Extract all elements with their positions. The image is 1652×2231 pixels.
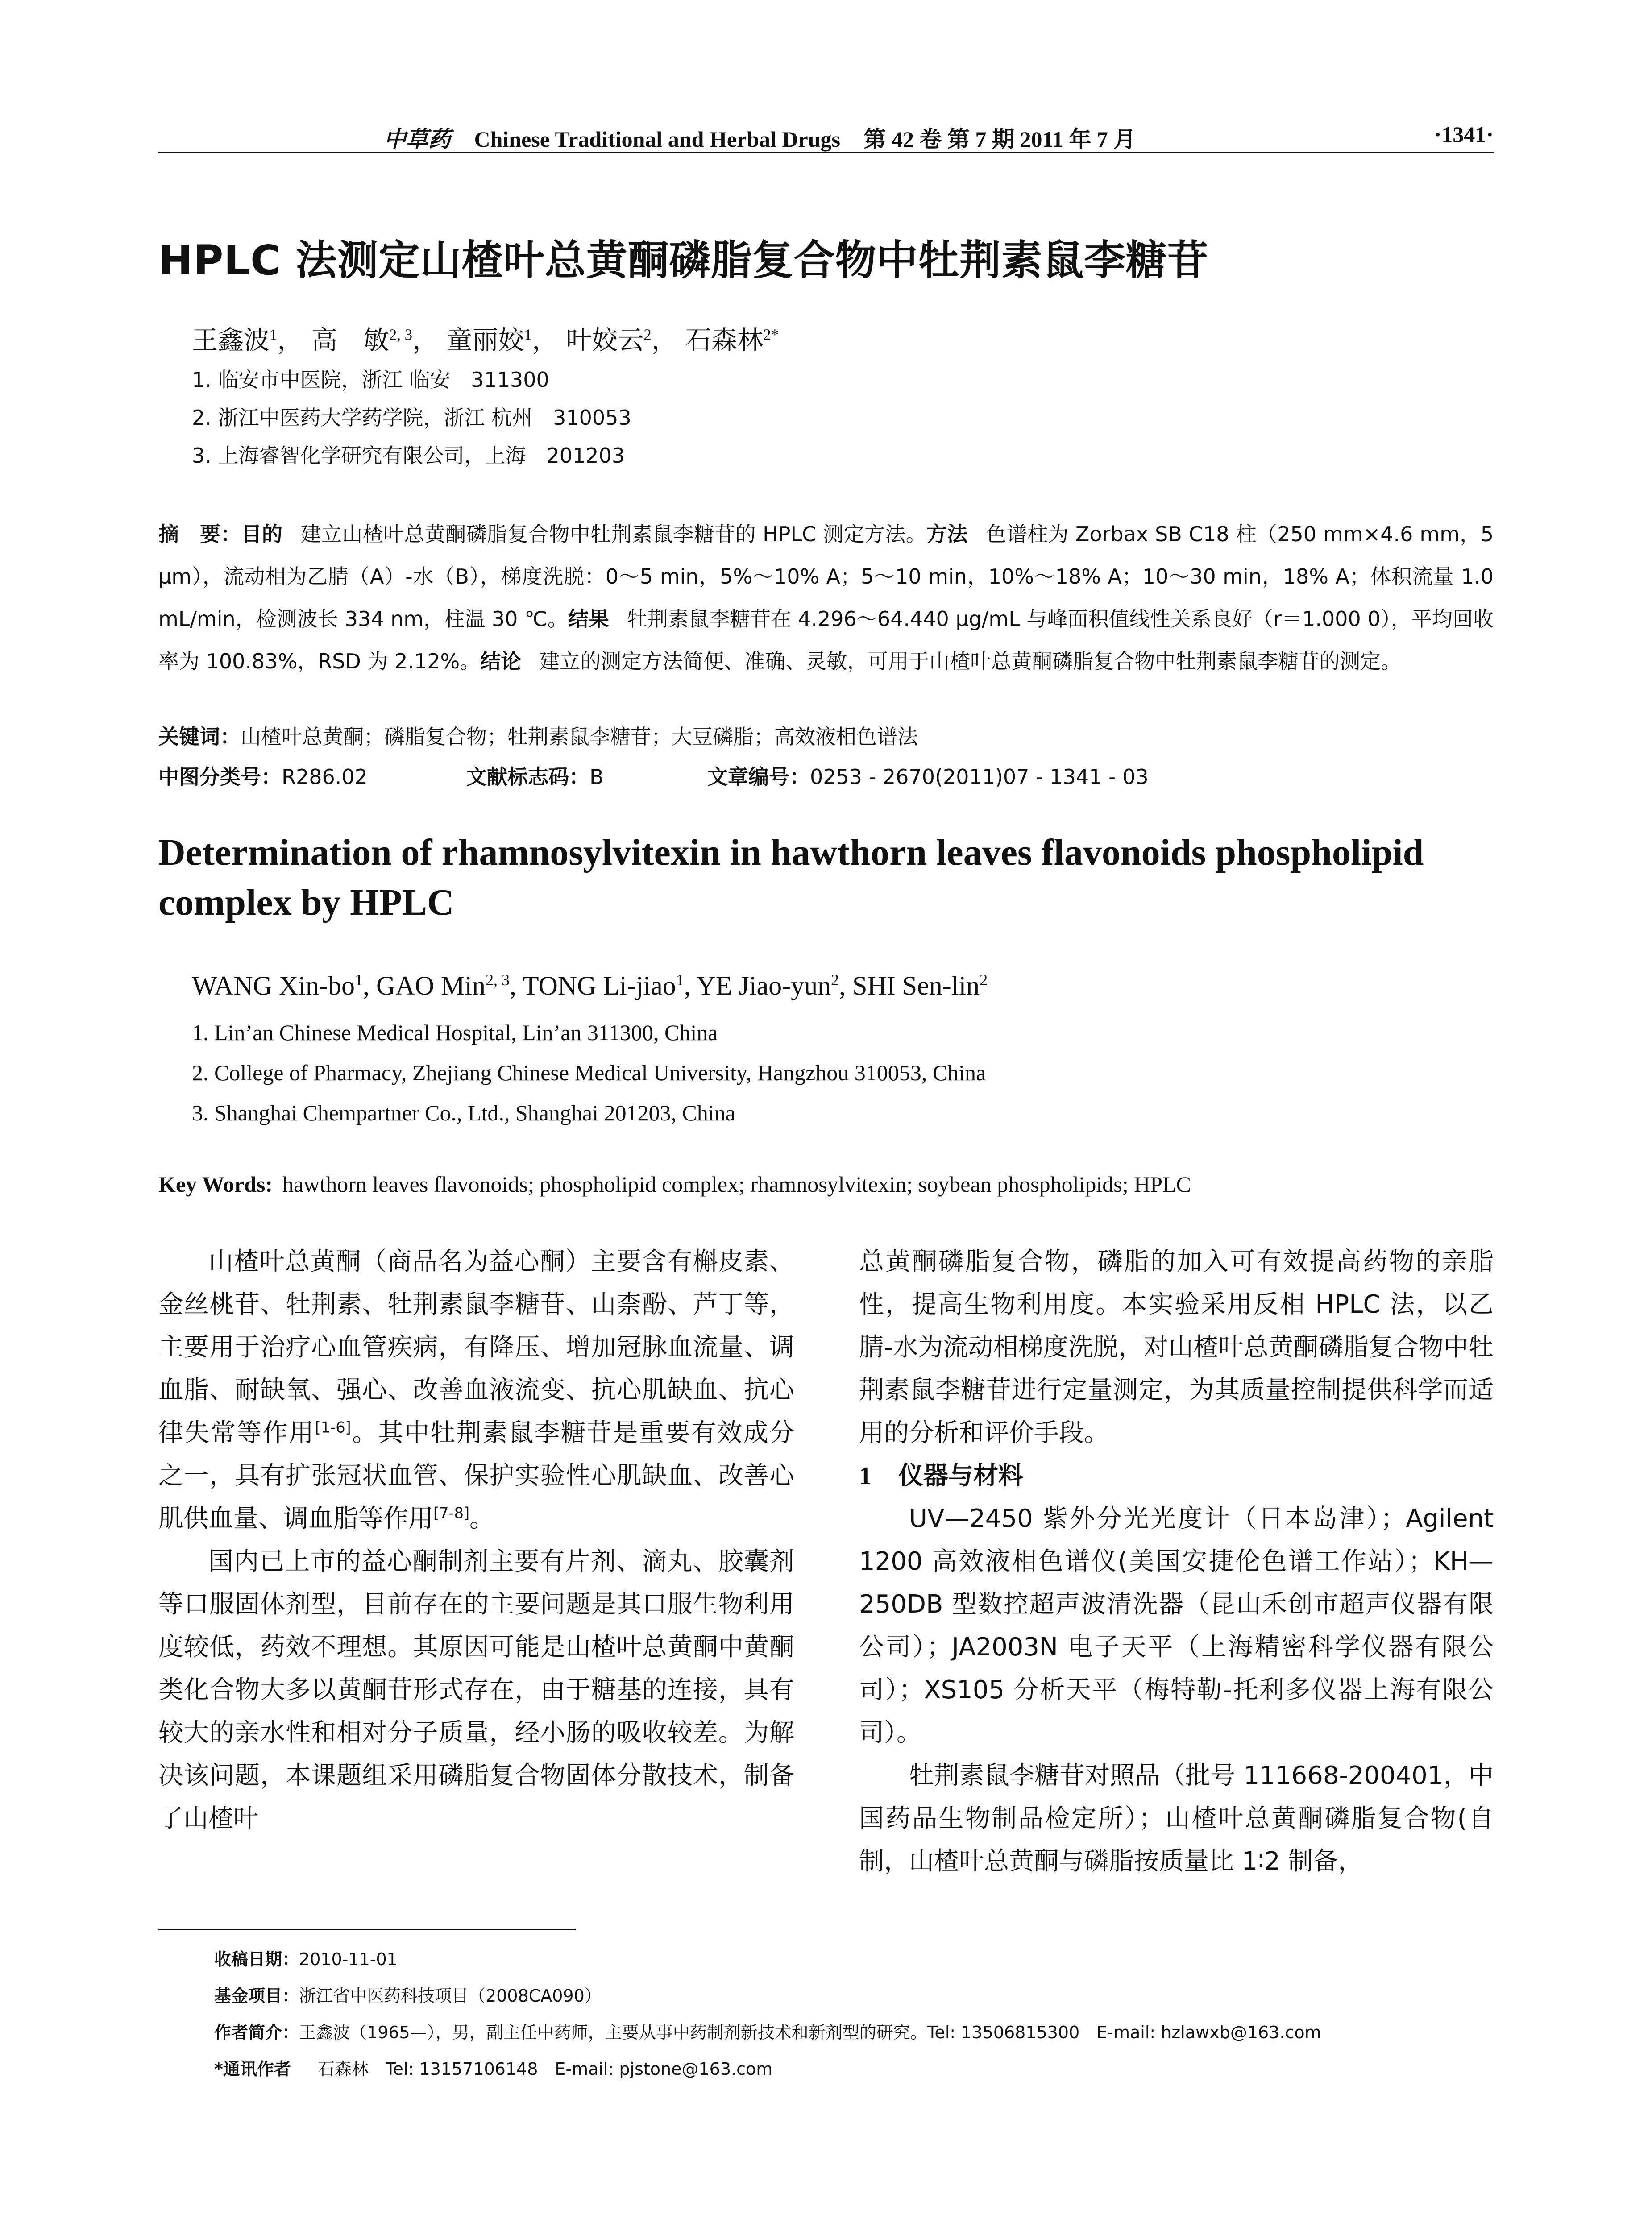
author-bio: 作者简介：王鑫波（1965—），男，副主任中药师，主要从事中药制剂新技术和新剂型的研究。Tel: 13506815300 E-mail: hzlawxb@163.com — [214, 2023, 1321, 2042]
body-paragraph: UV—2450 紫外分光光度计（日本岛津）；Agilent 1200 高效液相色谱仪(美国安捷伦色谱工作站）；KH—250DB 型数控超声波清洗器（昆山禾创市超声仪器有限公司）；JA2003N 电子天平（上海精密科学仪器有限公司）；XS105 分析天平（梅特勒-托利多仪器上海有限公司）。 — [859, 1504, 1494, 1747]
clc-number — [158, 761, 466, 790]
author-cn: 叶姣云 — [566, 325, 644, 355]
affiliation-en: 1. Lin’an Chinese Medical Hospital, Lin’an 311300, China — [192, 1020, 718, 1045]
article-label: 文章编号： — [707, 765, 810, 789]
body-left-column — [158, 1240, 794, 1840]
journal-info — [384, 121, 1136, 153]
article-number — [707, 761, 1149, 790]
author-sup: 2, 3 — [485, 971, 510, 989]
article-value: 0253 - 2670(2011)07 - 1341 - 03 — [810, 765, 1149, 789]
method-label: 方法 — [926, 522, 968, 546]
author-sup: 2 — [643, 326, 652, 344]
keywords-label: 关键词： — [158, 725, 241, 749]
author-en: GAO Min — [376, 971, 486, 1000]
affiliation-en: 2. College of Pharmacy, Zhejiang Chinese Medical University, Hangzhou 310053, China — [192, 1060, 986, 1085]
body-paragraph: 总黄酮磷脂复合物，磷脂的加入可有效提高药物的亲脂性，提高生物利用度。本实验采用反相 HPLC 法，以乙腈-水为流动相梯度洗脱，对山楂叶总黄酮磷脂复合物中牡荆素鼠李糖苷进行定量测定，为其质量控制提供科学而适用的分析和评价手段。 — [859, 1247, 1494, 1447]
affiliation-cn: 3. 上海睿智化学研究有限公司，上海 201203 — [192, 444, 625, 468]
issue-info: 第 42 卷 第 7 期 2011 年 7 月 — [863, 127, 1136, 152]
citation: [7-8] — [433, 1504, 470, 1522]
doc-value: B — [589, 765, 604, 789]
abstract-cn — [158, 513, 1494, 683]
title-en: Determination of rhamnosylvitexin in hawthorn leaves flavonoids phospholipid complex by HPLC — [158, 832, 1424, 923]
author-cn: 高 敏 — [311, 325, 389, 355]
author-en: TONG Li-jiao — [522, 971, 676, 1000]
conclusion-label: 结论 — [480, 649, 522, 673]
keywords-text: 山楂叶总黄酮；磷脂复合物；牡荆素鼠李糖苷；大豆磷脂；高效液相色谱法 — [241, 725, 918, 749]
authors-cn: 王鑫波$^1$， 高 敏$^{2, 3}$， 童丽姣$^1$， 叶姣云$^2$， 石森林$^{2*}$ — [192, 325, 779, 355]
authors-en: WANG Xin-$bo^1$, GAO Min$^{2, 3}$, TONG Li-jiao$^1$, YE Jiao-yun$^2$, SHI Sen-lin$^2$ — [192, 971, 988, 1000]
section-number: 1 — [859, 1462, 872, 1490]
affiliation-cn: 1. 临安市中医院，浙江 临安 311300 — [192, 368, 549, 392]
author-cn: 童丽姣 — [446, 325, 524, 355]
keywords-en-label: Key Words: — [158, 1172, 273, 1197]
body-paragraph: 国内已上市的益心酮制剂主要有片剂、滴丸、胶囊剂等口服固体剂型，目前存在的主要问题是其口服生物利用度较低，药效不理想。其原因可能是山楂叶总黄酮中黄酮类化合物大多以黄酮苷形式存在，由于糖基的连接，具有较大的亲水性和相对分子质量，经小肠的吸收较差。为解决该问题，本课题组采用磷脂复合物固体分散技术，制备了山楂叶 — [158, 1547, 794, 1833]
footnotes — [214, 1941, 1321, 2087]
author-sup: 2 — [980, 971, 988, 989]
conclusion-text: 建立的测定方法简便、准确、灵敏，可用于山楂叶总黄酮磷脂复合物中牡荆素鼠李糖苷的测定。 — [539, 649, 1402, 673]
author-en: WANG Xin-bo — [192, 971, 355, 1000]
body-paragraph: 牡荆素鼠李糖苷对照品（批号 111668-200401，中国药品生物制品检定所）；山楂叶总黄酮磷脂复合物(自制，山楂叶总黄酮与磷脂按质量比 1∶2 制备， — [859, 1761, 1494, 1876]
doc-code — [466, 761, 707, 790]
keywords-en — [158, 1171, 1191, 1197]
author-en: SHI Sen-lin — [852, 971, 980, 1000]
objective-label: 目的 — [241, 522, 283, 546]
author-cn: 石森林 — [685, 325, 764, 355]
footnote-rule — [158, 1929, 576, 1930]
received-date: 收稿日期：2010-11-01 — [214, 1949, 398, 1969]
abstract-label: 摘 要： — [158, 522, 241, 546]
objective-text: 建立山楂叶总黄酮磷脂复合物中牡荆素鼠李糖苷的 HPLC 测定方法。 — [300, 522, 927, 546]
section-title: 仪器与材料 — [898, 1461, 1023, 1490]
author-sup: 1 — [270, 326, 278, 344]
author-sup: 2* — [763, 326, 779, 344]
author-sup: 1 — [676, 971, 684, 989]
clc-value: R286.02 — [282, 765, 368, 789]
method-text: 色谱柱为 Zorbax SB C18 柱（250 mm×4.6 mm，5 μm），流动相为乙腈（A）-水（B），梯度洗脱：0～5 min，5%～10% A；5～10 min，10%～18% A；10～30 min，18% A；体积流量 1.0 mL/min，检测波长 334 nm，柱温 30 ℃。 — [158, 522, 1494, 631]
journal-name-cn: 中草药 — [384, 126, 451, 152]
title-cn: HPLC 法测定山楂叶总黄酮磷脂复合物中牡荆素鼠李糖苷 — [158, 236, 1209, 284]
clc-label: 中图分类号： — [158, 765, 282, 789]
intro-paragraph: 山楂叶总黄酮（商品名为益心酮）主要含有槲皮素、金丝桃苷、牡荆素、牡荆素鼠李糖苷、山柰酚、芦丁等，主要用于治疗心血管疾病，有降压、增加冠脉血流量、调血脂、耐缺氧、强心、改善血液流变、抗心肌缺血、抗心律失常等作用[1-6]。其中牡荆素鼠李糖苷是重要有效成分之一，具有扩张冠状血管、保护实验性心肌缺血、改善心肌供血量、调血脂等作用[7-8]。 — [158, 1247, 795, 1533]
author-sup: 1 — [354, 971, 363, 989]
fund-item: 基金项目：浙江省中医药科技项目（2008CA090） — [214, 1986, 602, 2006]
result-label: 结果 — [568, 607, 609, 631]
author-sup: 2, 3 — [389, 326, 413, 344]
author-en: YE Jiao-yun — [696, 971, 831, 1000]
classification-line — [158, 761, 1149, 790]
running-header — [158, 117, 1494, 153]
doc-label: 文献标志码： — [466, 765, 589, 789]
author-sup: 2 — [831, 971, 839, 989]
author-cn: 王鑫波 — [192, 325, 270, 355]
page-number: ·1341· — [1434, 122, 1494, 147]
author-sup: 1 — [524, 326, 532, 344]
section-heading — [859, 1455, 1494, 1497]
affiliation-cn: 2. 浙江中医药大学药学院，浙江 杭州 310053 — [192, 406, 631, 430]
body-right-column — [859, 1240, 1494, 1883]
result-text: 牡荆素鼠李糖苷在 4.296～64.440 μg/mL 与峰面积值线性关系良好（r＝1.000 0），平均回收率为 100.83%，RSD 为 2.12%。 — [158, 607, 1494, 673]
citation: [1-6] — [315, 1418, 351, 1436]
corresponding-author: *通讯作者 石森林 Tel: 13157106148 E-mail: pjstone@163.com — [214, 2059, 773, 2079]
affiliation-en: 3. Shanghai Chempartner Co., Ltd., Shanghai 201203, China — [192, 1100, 735, 1125]
keywords-en-text: hawthorn leaves flavonoids; phospholipid complex; rhamnosylvitexin; soybean phospholipids; HPLC — [282, 1172, 1191, 1197]
journal-name-en: Chinese Traditional and Herbal Drugs — [474, 127, 840, 152]
header-rule — [158, 152, 1494, 153]
keywords-cn — [158, 721, 918, 750]
